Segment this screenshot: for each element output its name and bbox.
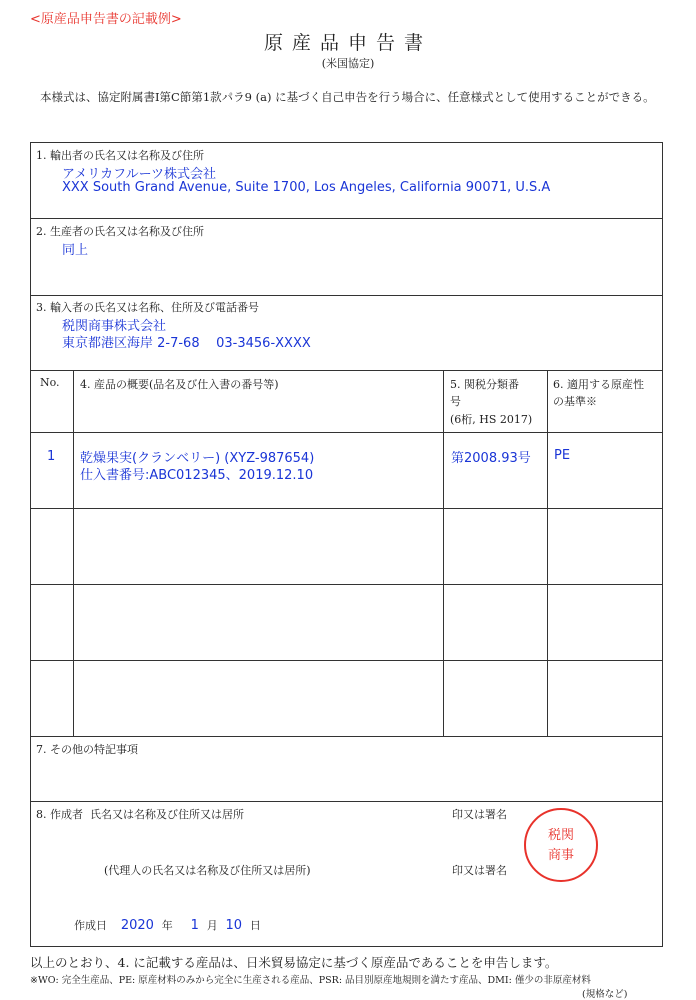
date-year-unit: 年 [161, 919, 173, 932]
creation-date [74, 917, 261, 933]
col-hs-header-line2: 号 [450, 395, 461, 408]
col-hs-header-line3: (6桁, HS 2017) [450, 413, 533, 426]
importer-name: 税関商事株式会社 [62, 319, 167, 334]
exporter-address: XXX South Grand Avenue, Suite 1700, Los Angeles, California 90071, U.S.A [62, 180, 551, 195]
date-month: 1 [190, 918, 199, 933]
stamp-line-1: 税関 [547, 828, 574, 843]
company-seal-stamp [524, 808, 598, 882]
col-hs-header-line1: 5. 関税分類番 [450, 378, 519, 391]
stamp-line-2: 商事 [547, 848, 574, 863]
date-day: 10 [225, 918, 243, 933]
date-month-unit: 月 [206, 919, 218, 932]
declaration-text: 以上のとおり、4. に記載する産品は、日米貿易協定に基づく原産品であることを申告します。 [30, 955, 558, 970]
importer-label: 3. 輸入者の氏名又は名称、住所及び電話番号 [36, 301, 259, 314]
intro-text: 本様式は、協定附属書Ⅰ第C節第1款パラ9 (a) に基づく自己申告を行う場合に、任意様式として使用することができる。 [40, 90, 655, 104]
agent-label: (代理人の氏名又は名称及び住所又は居所) [104, 864, 311, 877]
exporter-label: 1. 輸出者の氏名又は名称及び住所 [36, 149, 204, 162]
document-title: 原産品申告書 [263, 32, 432, 54]
row-no: 1 [47, 449, 56, 464]
col-criteria-header-line2: の基準※ [553, 395, 597, 408]
date-label: 作成日 [74, 919, 107, 932]
producer-label: 2. 生産者の氏名又は名称及び住所 [36, 225, 204, 238]
other-remarks-label: 7. その他の特記事項 [36, 743, 138, 756]
col-description-header: 4. 産品の概要(品名及び仕入書の番号等) [80, 378, 279, 391]
preparer-label: 8. 作成者 氏名又は名称及び住所又は居所 [36, 808, 244, 821]
footnote-text: ※WO: 完全生産品、PE: 原産材料のみから完全に生産される産品、PSR: 品目別原産地規則を満たす産品、DMI: 僅少の非原産材料 [30, 975, 591, 986]
date-day-unit: 日 [249, 919, 261, 932]
footnote-tail-text: (規格など) [582, 989, 628, 1000]
producer-value: 同上 [62, 243, 89, 258]
document-subtitle: (米国協定) [321, 57, 375, 70]
col-criteria-header-line1: 6. 適用する原産性 [553, 378, 644, 391]
seal-label-2: 印又は署名 [452, 864, 507, 877]
row-description-line1: 乾燥果実(クランベリー) (XYZ-987654) [80, 451, 315, 466]
row-origin-criteria: PE [554, 448, 571, 463]
col-no-header: No. [40, 376, 60, 389]
exporter-name: アメリカフルーツ株式会社 [62, 167, 217, 182]
date-year: 2020 [120, 918, 154, 933]
example-label: <原産品申告書の記載例> [30, 12, 182, 27]
importer-address-phone: 東京都港区海岸 2-7-68 03-3456-XXXX [62, 336, 311, 351]
row-hs-code: 第2008.93号 [451, 451, 531, 466]
seal-label-1: 印又は署名 [452, 808, 507, 821]
row-description-line2: 仕入書番号:ABC012345、2019.12.10 [80, 468, 314, 483]
